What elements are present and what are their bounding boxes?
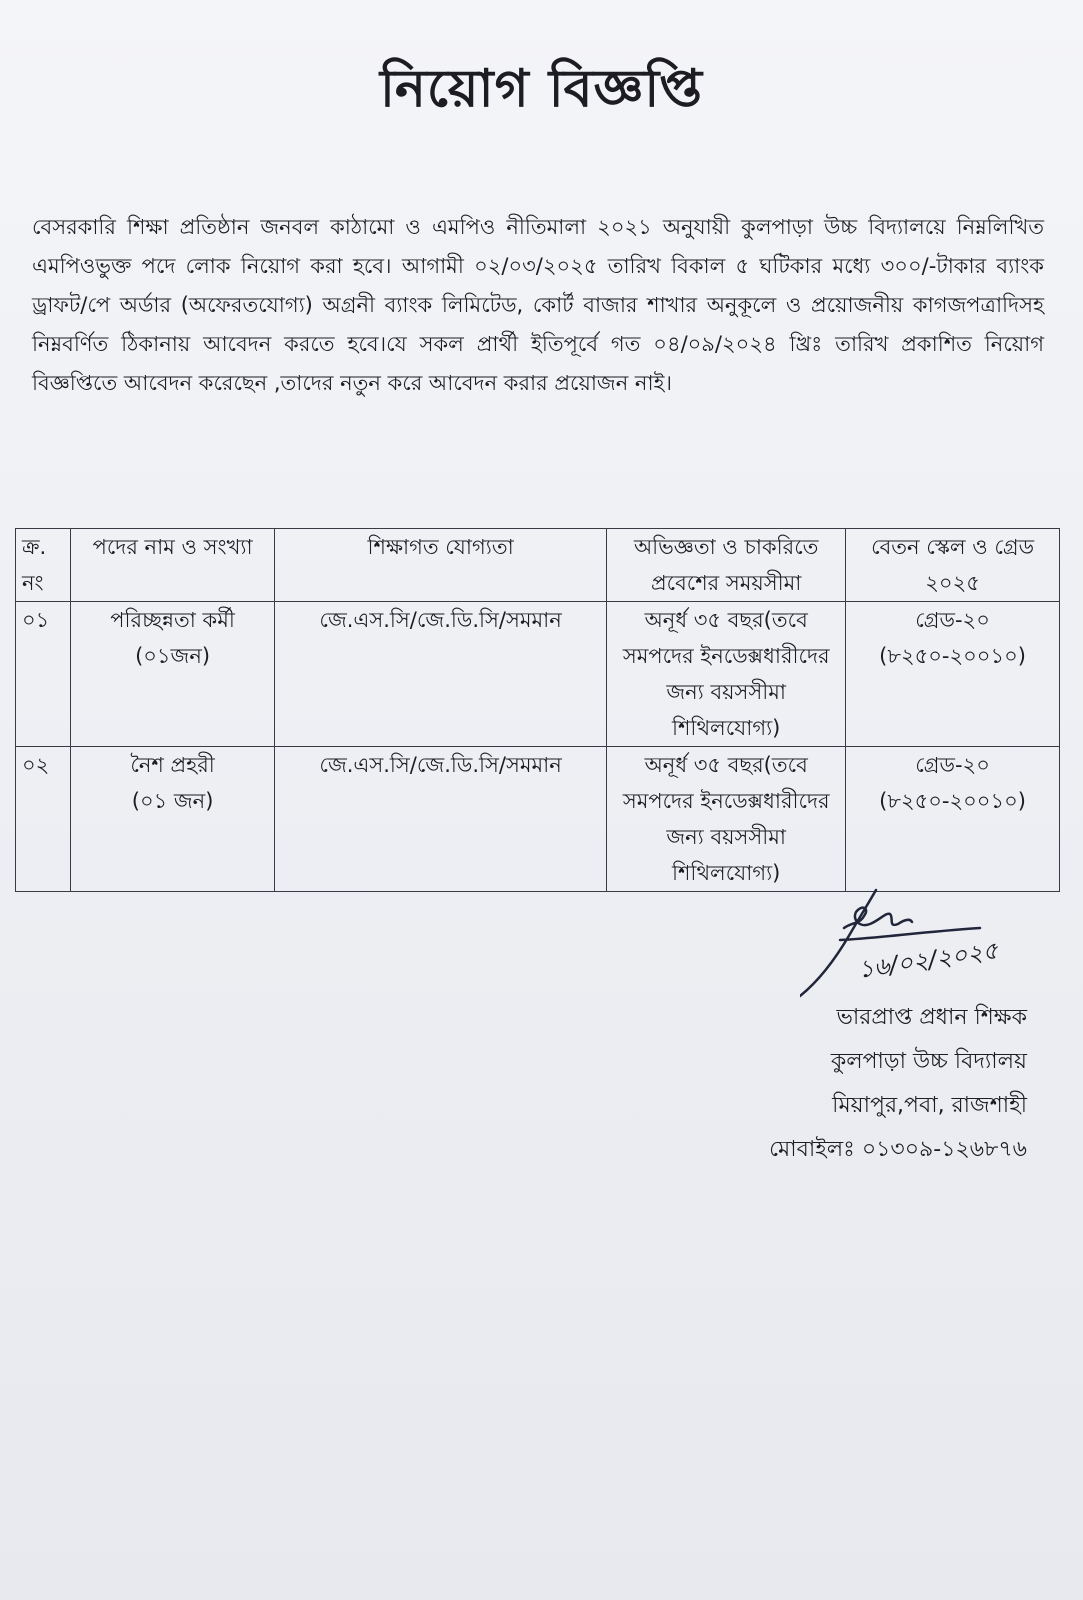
header-pay: বেতন স্কেল ও গ্রেড ২০২৫ <box>846 529 1060 602</box>
vacancy-table <box>15 528 1060 892</box>
signature-date: ১৬/০২/২০২৫ <box>856 936 1000 984</box>
notice-title: নিয়োগ বিজ্ঞপ্তি <box>380 59 703 119</box>
row-experience: অনূর্ধ ৩৫ বছর(তবে সমপদের ইনডেক্সধারীদের জন্য বয়সসীমা শিথিলযোগ্য) <box>607 747 846 892</box>
post-count: (০১জন) <box>135 644 211 668</box>
row-serial: ০২ <box>16 747 71 892</box>
table-header-row <box>16 529 1060 602</box>
row-pay <box>846 747 1060 892</box>
row-serial: ০১ <box>16 602 71 747</box>
row-post <box>71 602 275 747</box>
signatory-designation: ভারপ্রাপ্ত প্রধান শিক্ষক <box>836 1005 1027 1030</box>
header-serial: ক্র. নং <box>16 529 71 602</box>
row-post <box>71 747 275 892</box>
row-experience: অনূর্ধ ৩৫ বছর(তবে সমপদের ইনডেক্সধারীদের জন্য বয়সসীমা শিথিলযোগ্য) <box>607 602 846 747</box>
header-experience: অভিজ্ঞতা ও চাকরিতে প্রবেশের সময়সীমা <box>607 529 846 602</box>
signatory-block <box>769 996 1027 1172</box>
pay-scale: (৮২৫০-২০০১০) <box>879 644 1026 668</box>
signatory-address: মিয়াপুর,পবা, রাজশাহী <box>832 1093 1027 1118</box>
signatory-school: কুলপাড়া উচ্চ বিদ্যালয় <box>830 1049 1027 1074</box>
post-name: পরিচ্ছন্নতা কর্মী <box>110 608 235 632</box>
pay-grade: গ্রেড-২০ <box>915 608 990 632</box>
signatory-mobile: মোবাইলঃ ০১৩০৯-১২৬৮৭৬ <box>769 1137 1027 1162</box>
header-post: পদের নাম ও সংখ্যা <box>71 529 275 602</box>
table-row <box>16 747 1060 892</box>
notice-body: বেসরকারি শিক্ষা প্রতিষ্ঠান জনবল কাঠামো ও এমপিও নীতিমালা ২০২১ অনুযায়ী কুলপাড়া উচ্চ বিদ্যালয়ে নিম্নলিখিত এমপিওভুক্ত পদে লোক নিয়োগ করা হবে। আগামী ০২/০৩/২০২৫ তারিখ বিকাল ৫ ঘটিকার মধ্যে ৩০০/-টাকার ব্যাংক ড্রাফট/পে অর্ডার (অফেরতযোগ্য) অগ্রনী ব্যাংক লিমিটেড, কোর্ট বাজার শাখার অনুকূলে ও প্রয়োজনীয় কাগজপত্রাদিসহ নিম্নবর্ণিত ঠিকানায় আবেদন করতে হবে।যে সকল প্রার্থী ইতিপূর্বে গত ০৪/০৯/২০২৪ খ্রিঃ তারিখ প্রকাশিত নিয়োগ বিজ্ঞপ্তিতে আবেদন করেছেন ,তাদের নতুন করে আবেদন করার প্রয়োজন নাই। <box>32 215 1044 395</box>
pay-scale: (৮২৫০-২০০১০) <box>879 789 1026 813</box>
row-qualification: জে.এস.সি/জে.ডি.সি/সমমান <box>274 747 606 892</box>
table-row <box>16 602 1060 747</box>
row-qualification: জে.এস.সি/জে.ডি.সি/সমমান <box>274 602 606 747</box>
post-name: নৈশ প্রহরী <box>130 753 215 777</box>
post-count: (০১ জন) <box>131 789 214 813</box>
pay-grade: গ্রেড-২০ <box>915 753 990 777</box>
header-qualification: শিক্ষাগত যোগ্যতা <box>274 529 606 602</box>
row-pay <box>846 602 1060 747</box>
